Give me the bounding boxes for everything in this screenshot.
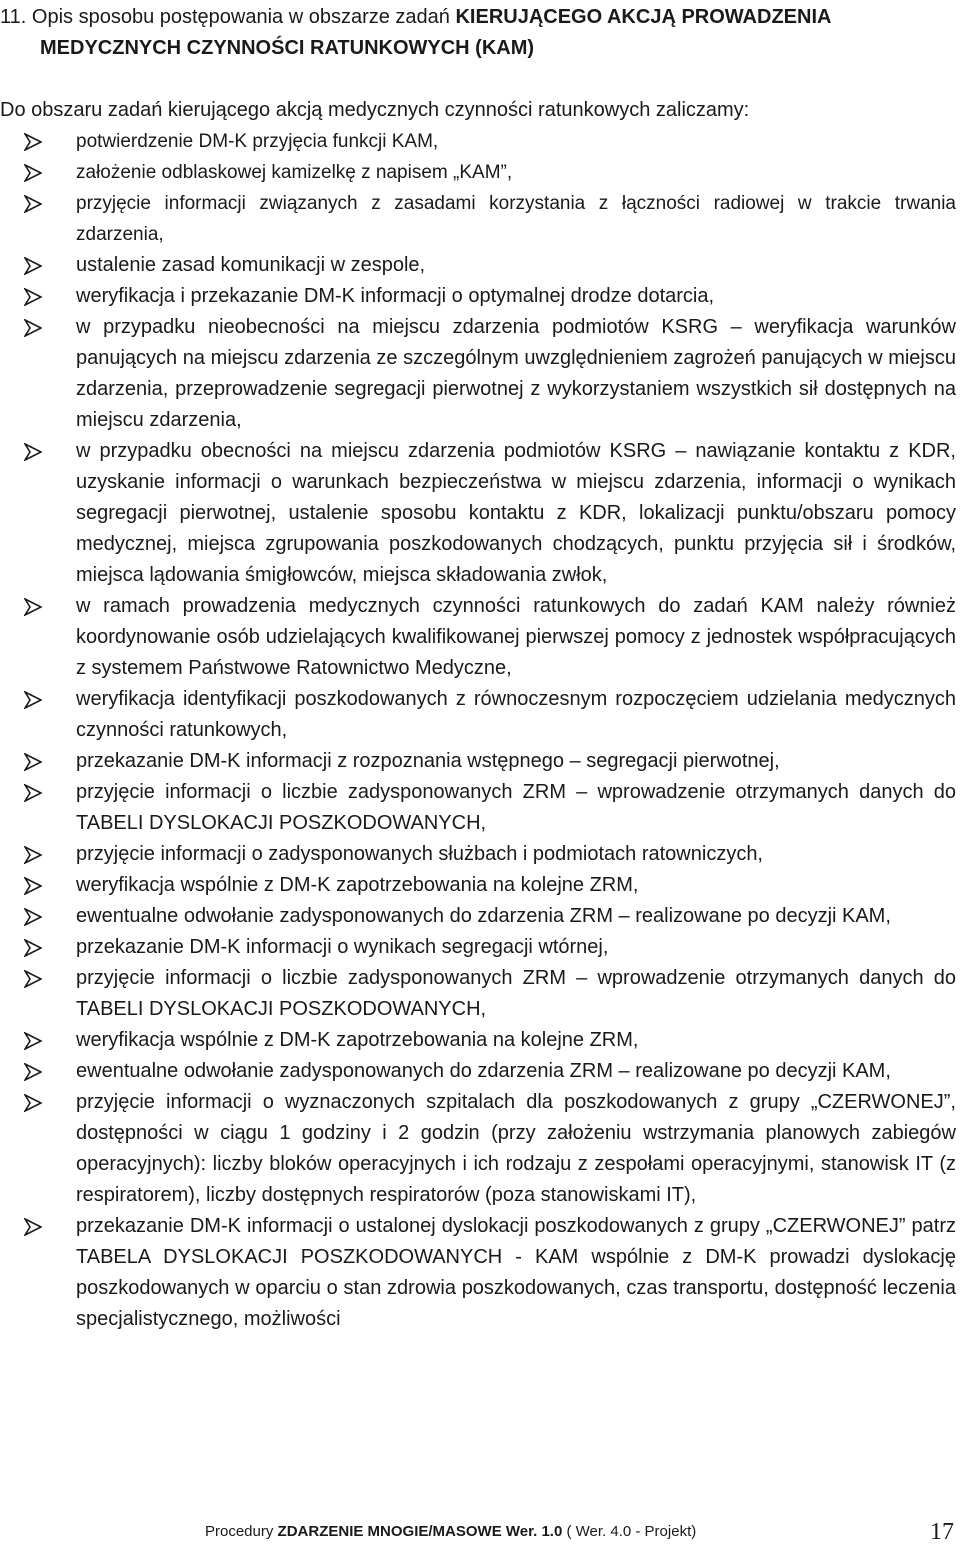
arrow-bullet-icon: [24, 939, 42, 957]
list-item-text: potwierdzenie DM-K przyjęcia funkcji KAM,: [76, 131, 439, 152]
list-item-text: w przypadku nieobecności na miejscu zdarzenia podmiotów KSRG – weryfikacja warunków panujących na miejscu zdarzenia ze szczególnym uwzględnieniem zagrożeń panujących w miejscu zdarzenia, przeprowadzenie segregacji pierwotnej z wykorzystaniem wszystkich sił dostępnych na miejscu zdarzenia,: [76, 316, 956, 431]
heading-lead: Opis sposobu postępowania w obszarze zadań: [31, 6, 456, 28]
list-item: [0, 312, 956, 436]
footer-prefix: Procedury: [205, 1523, 278, 1540]
section-heading: [0, 0, 956, 64]
arrow-bullet-icon: [24, 195, 42, 213]
arrow-bullet-icon: [24, 257, 42, 275]
list-item-text: przyjęcie informacji związanych z zasadami korzystania z łączności radiowej w trakcie trwania zdarzenia,: [76, 193, 956, 245]
arrow-bullet-icon: [24, 1218, 42, 1236]
list-item: [0, 901, 956, 932]
arrow-bullet-icon: [24, 443, 42, 461]
list-item-text: w ramach prowadzenia medycznych czynności ratunkowych do zadań KAM należy również koordynowanie osób udzielających kwalifikowanej pierwszej pomocy z jednostek współpracujących z systemem Państwowe Ratownictwo Medyczne,: [76, 595, 956, 679]
arrow-bullet-icon: [24, 877, 42, 895]
list-item-text: weryfikacja wspólnie z DM-K zapotrzebowania na kolejne ZRM,: [76, 874, 639, 896]
list-item: [0, 839, 956, 870]
list-item-text: ustalenie zasad komunikacji w zespole,: [76, 254, 426, 276]
arrow-bullet-icon: [24, 908, 42, 926]
arrow-bullet-icon: [24, 784, 42, 802]
arrow-bullet-icon: [24, 1094, 42, 1112]
footer: [205, 1522, 696, 1542]
list-item: [0, 1211, 956, 1335]
list-item-text: ewentualne odwołanie zadysponowanych do zdarzenia ZRM – realizowane po decyzji KAM,: [76, 1060, 891, 1082]
list-item: [0, 870, 956, 901]
arrow-bullet-icon: [24, 133, 42, 151]
footer-suffix: ( Wer. 4.0 - Projekt): [562, 1523, 697, 1540]
list-item: [0, 1087, 956, 1211]
list-item: [0, 591, 956, 684]
list-item: [0, 126, 956, 157]
list-item: [0, 746, 956, 777]
arrow-bullet-icon: [24, 1032, 42, 1050]
list-item: [0, 963, 956, 1025]
list-item: [0, 281, 956, 312]
arrow-bullet-icon: [24, 319, 42, 337]
list-item-text: przekazanie DM-K informacji z rozpoznania wstępnego – segregacji pierwotnej,: [76, 750, 780, 772]
list-item: [0, 188, 956, 250]
task-list: [0, 126, 956, 1335]
list-item-text: przyjęcie informacji o liczbie zadysponowanych ZRM – wprowadzenie otrzymanych danych do TABELI DYSLOKACJI POSZKODOWANYCH,: [76, 781, 956, 834]
list-item: [0, 777, 956, 839]
intro-text: Do obszaru zadań kierującego akcją medycznych czynności ratunkowych zaliczamy:: [0, 99, 750, 121]
list-item: [0, 684, 956, 746]
list-item-text: ewentualne odwołanie zadysponowanych do zdarzenia ZRM – realizowane po decyzji KAM,: [76, 905, 891, 927]
arrow-bullet-icon: [24, 753, 42, 771]
list-item: [0, 436, 956, 591]
list-item-text: przyjęcie informacji o wyznaczonych szpitalach dla poszkodowanych z grupy „CZERWONEJ”, dostępności w ciągu 1 godziny i 2 godzin (przy założeniu wstrzymania planowych zabiegów operacyjnych): liczby bloków operacyjnych i ich rodzaju z zespołami operacyjnymi, stanowisk IT (z respiratorem), liczby dostępnych respiratorów (poza stanowiskami IT),: [76, 1091, 956, 1206]
list-item-text: przekazanie DM-K informacji o ustalonej dyslokacji poszkodowanych z grupy „CZERWONEJ” patrz TABELA DYSLOKACJI POSZKODOWANYCH - KAM wspólnie z DM-K prowadzi dyslokację poszkodowanych w oparciu o stan zdrowia poszkodowanych, czas transportu, dostępność leczenia specjalistycznego, możliwości: [76, 1215, 956, 1330]
arrow-bullet-icon: [24, 691, 42, 709]
arrow-bullet-icon: [24, 1063, 42, 1081]
list-item-text: weryfikacja i przekazanie DM-K informacji o optymalnej drodze dotarcia,: [76, 285, 715, 307]
arrow-bullet-icon: [24, 598, 42, 616]
arrow-bullet-icon: [24, 288, 42, 306]
list-item-text: w przypadku obecności na miejscu zdarzenia podmiotów KSRG – nawiązanie kontaktu z KDR, uzyskanie informacji o warunkach bezpieczeństwa w miejscu zdarzenia, informacji o wynikach segregacji pierwotnej, ustalenie sposobu kontaktu z KDR, lokalizacji punktu/obszaru pomocy medycznej, miejsca zgrupowania poszkodowanych chodzących, punktu przyjęcia sił i środków, miejsca lądowania śmigłowców, miejsca składowania zwłok,: [76, 440, 956, 586]
list-item: [0, 1056, 956, 1087]
list-item-text: weryfikacja wspólnie z DM-K zapotrzebowania na kolejne ZRM,: [76, 1029, 639, 1051]
heading-bold-line1: KIERUJĄCEGO AKCJĄ PROWADZENIA: [455, 6, 832, 28]
section-number: 11.: [0, 6, 27, 28]
page-number: 17: [930, 1519, 954, 1545]
list-item: [0, 157, 956, 188]
list-item-text: przyjęcie informacji o liczbie zadysponowanych ZRM – wprowadzenie otrzymanych danych do TABELI DYSLOKACJI POSZKODOWANYCH,: [76, 967, 956, 1020]
list-item-text: przyjęcie informacji o zadysponowanych służbach i podmiotach ratowniczych,: [76, 843, 763, 865]
list-item: [0, 1025, 956, 1056]
list-item-text: weryfikacja identyfikacji poszkodowanych z równoczesnym rozpoczęciem udzielania medycznych czynności ratunkowych,: [76, 688, 956, 741]
footer-bold: ZDARZENIE MNOGIE/MASOWE Wer. 1.0: [277, 1523, 563, 1540]
heading-bold-line2: MEDYCZNYCH CZYNNOŚCI RATUNKOWYCH (KAM): [40, 37, 535, 59]
list-item: [0, 932, 956, 963]
list-item: [0, 250, 956, 281]
arrow-bullet-icon: [24, 164, 42, 182]
arrow-bullet-icon: [24, 846, 42, 864]
list-item-text: założenie odblaskowej kamizelkę z napisem „KAM”,: [76, 162, 513, 183]
list-item-text: przekazanie DM-K informacji o wynikach segregacji wtórnej,: [76, 936, 609, 958]
arrow-bullet-icon: [24, 970, 42, 988]
